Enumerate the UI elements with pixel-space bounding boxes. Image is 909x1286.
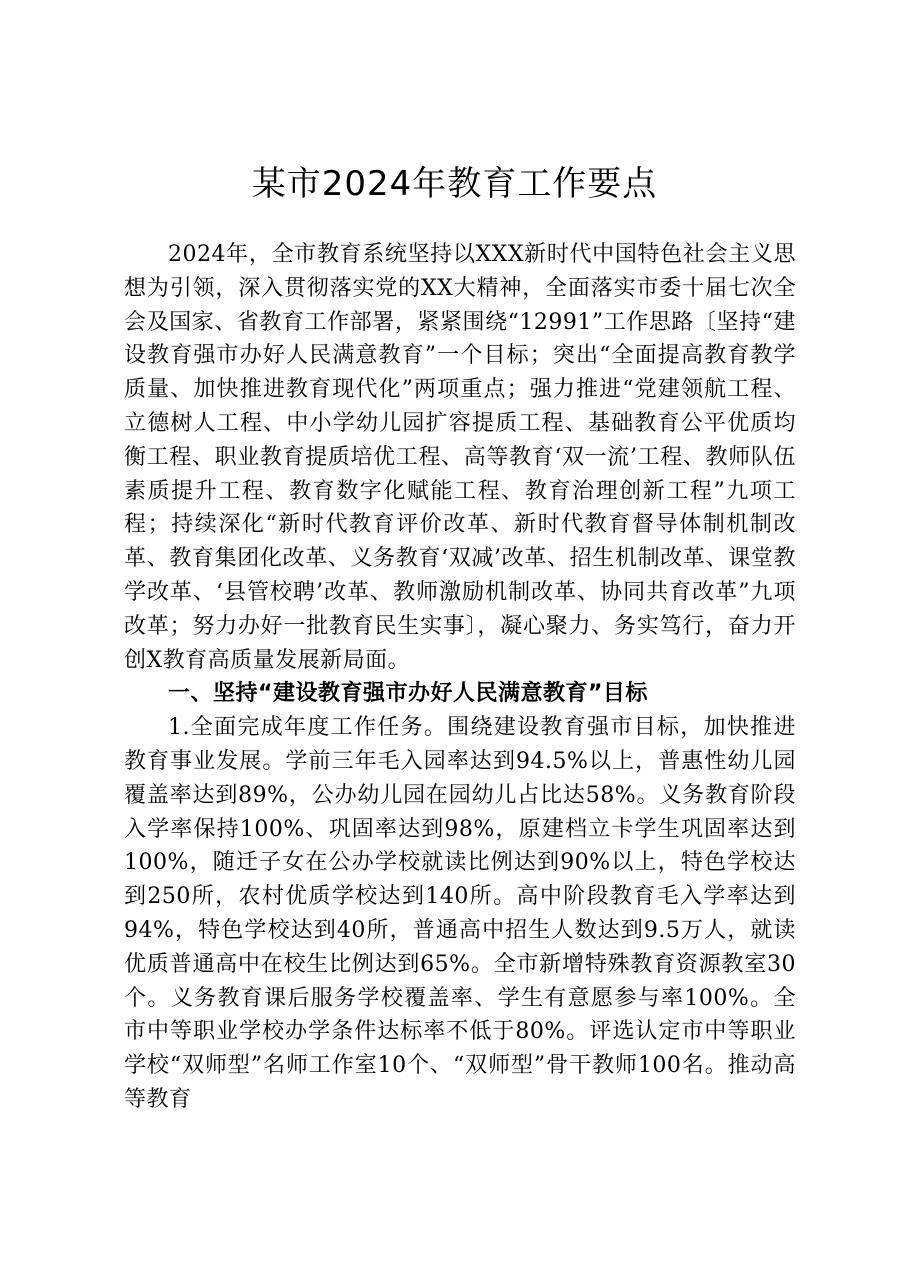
document-title: 某市2024年教育工作要点 [251,164,658,204]
document-body [124,238,796,1117]
section-heading: 一、坚持“建设教育强市办好人民满意教育”目标 [168,681,648,707]
intro-paragraph: 2024年，全市教育系统坚持以XXX新时代中国特色社会主义思想为引领，深入贯彻落实党的XX大精神，全面落实市委十届七次全会及国家、省教育工作部署，紧紧围绕“12991”工作思路〔坚持“建设教育强市办好人民满意教育”一个目标；突出“全面提高教育教学质量、加快推进教育现代化”两项重点；强力推进“党建领航工程、立德树人工程、中小学幼儿园扩容提质工程、基础教育公平优质均衡工程、职业教育提质培优工程、高等教育‘双一流’工程、教师队伍素质提升工程、教育数字化赋能工程、教育治理创新工程”九项工程；持续深化“新时代教育评价改革、新时代教育督导体制机制改革、教育集团化改革、义务教育‘双减’改革、招生机制改革、课堂教学改革、‘县管校聘’改革、教师激励机制改革、协同共育改革”九项改革；努力办好一批教育民生实事〕，凝心聚力、务实笃行，奋力开创X教育高质量发展新局面。 [124,242,796,673]
section-paragraph: 1.全面完成年度工作任务。围绕建设教育强市目标，加快推进教育事业发展。学前三年毛入园率达到94.5%以上，普惠性幼儿园覆盖率达到89%，公办幼儿园在园幼儿占比达58%。义务教育阶段入学率保持100%、巩固率达到98%，原建档立卡学生巩固率达到100%，随迁子女在公办学校就读比例达到90%以上，特色学校达到250所，农村优质学校达到140所。高中阶段教育毛入学率达到94%，特色学校达到40所，普通高中招生人数达到9.5万人，就读优质普通高中在校生比例达到65%。全市新增特殊教育资源教室30个。义务教育课后服务学校覆盖率、学生有意愿参与率100%。全市中等职业学校办学条件达标率不低于80%。评选认定市中等职业学校“双师型”名师工作室10个、“双师型”骨干教师100名。推动高等教育 [124,715,796,1112]
